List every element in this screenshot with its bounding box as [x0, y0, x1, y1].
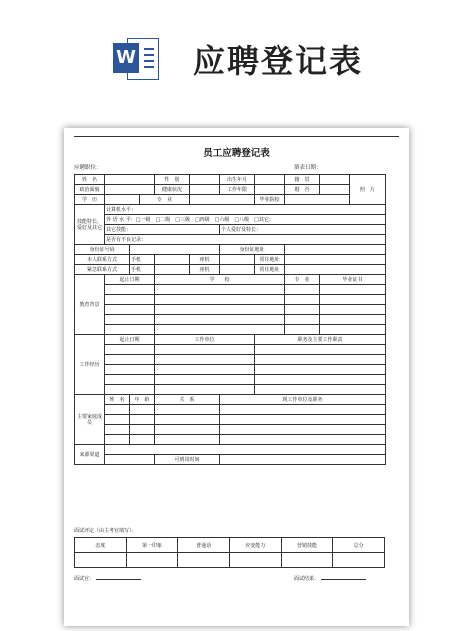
emergency-mobile-label: 手机 — [130, 265, 155, 275]
start-time-field[interactable] — [220, 455, 386, 465]
name-field[interactable] — [105, 175, 155, 185]
family-header-name: 姓 名 — [105, 395, 130, 405]
result-label: 面试结果： — [294, 576, 320, 582]
emergency-landline-field[interactable] — [220, 265, 255, 275]
major-label: 专 业 — [140, 195, 190, 205]
family-members-label: 主要家庭成员 — [75, 395, 105, 445]
result-line — [321, 575, 366, 580]
source-label: 来源渠道 — [75, 445, 105, 465]
work-header-employer: 工作单位 — [155, 335, 255, 345]
form-sheet — [64, 128, 409, 626]
education-label: 学 历 — [75, 195, 105, 205]
foreign-language-level[interactable]: 外 语 水 平：□一级 □二级 □三级 □四级 □六级 □八级 □其它： — [105, 215, 386, 225]
contact-self-label: 本人联系方式 — [75, 255, 130, 265]
id-address-label: 身份证地址 — [220, 245, 285, 255]
school-label: 毕业院校 — [255, 195, 285, 205]
word-icon — [113, 34, 159, 82]
health-field[interactable] — [190, 185, 220, 195]
work-header-duties: 职务及主要工作职责 — [255, 335, 386, 345]
landline-label: 座机 — [190, 255, 220, 265]
family-row[interactable] — [75, 425, 386, 435]
banner — [0, 0, 474, 118]
work-header-dates: 起止日期 — [105, 335, 155, 345]
marriage-label: 婚 否 — [285, 185, 320, 195]
work-experience-label: 工作经历 — [75, 335, 105, 395]
work-row[interactable] — [75, 345, 386, 355]
score-header-impression: 第一印象 — [126, 538, 178, 553]
education-row[interactable] — [75, 305, 386, 315]
family-header-age: 年 龄 — [130, 395, 155, 405]
family-row[interactable] — [75, 435, 386, 445]
computer-level[interactable]: 计算机水平： — [105, 205, 386, 215]
birth-field[interactable] — [255, 175, 285, 185]
emergency-mobile-field[interactable] — [155, 265, 190, 275]
id-address-field[interactable] — [285, 245, 386, 255]
bad-record[interactable]: 是否有不良记录： — [105, 235, 386, 245]
top-rule — [74, 136, 399, 137]
work-row[interactable] — [75, 385, 386, 395]
work-row[interactable] — [75, 365, 386, 375]
family-row[interactable] — [75, 415, 386, 425]
interviewer-line — [96, 575, 141, 580]
emergency-residence-field[interactable] — [285, 265, 386, 275]
health-label: 健康状况 — [155, 185, 190, 195]
source-field-2[interactable] — [105, 455, 155, 465]
birth-label: 出生年月 — [220, 175, 255, 185]
work-row[interactable] — [75, 355, 386, 365]
landline-field[interactable] — [220, 255, 255, 265]
interviewer-label: 面试官： — [74, 576, 95, 582]
edu-header-school: 学 校 — [155, 275, 285, 285]
residence-field[interactable] — [285, 255, 386, 265]
school-field[interactable] — [285, 195, 350, 205]
emergency-residence-label: 常住地址 — [255, 265, 285, 275]
family-row[interactable] — [75, 405, 386, 415]
interviewer-signature[interactable] — [74, 575, 141, 582]
education-field[interactable] — [105, 195, 140, 205]
edu-header-dates: 起止日期 — [105, 275, 155, 285]
score-header-sales: 营销技能 — [281, 538, 333, 553]
education-row[interactable] — [75, 285, 386, 295]
hobby[interactable]: 个人爱好及特长： — [220, 225, 386, 235]
score-header-total: 总分 — [333, 538, 385, 553]
form-title: 员工应聘登记表 — [203, 148, 270, 159]
origin-field[interactable] — [320, 175, 350, 185]
work-years-label: 工作年限 — [220, 185, 255, 195]
work-years-field[interactable] — [255, 185, 285, 195]
date-label: 填表日期： — [294, 165, 322, 171]
score-header-attitude: 态度 — [75, 538, 127, 553]
political-label: 政治面貌 — [75, 185, 105, 195]
marriage-field[interactable] — [320, 185, 350, 195]
education-row[interactable] — [75, 295, 386, 305]
score-row[interactable] — [75, 553, 385, 568]
source-field[interactable] — [105, 445, 386, 455]
banner-title: 应聘登记表 — [193, 42, 364, 80]
position-label: 应聘职位： — [74, 165, 102, 171]
photo-box[interactable]: 照 片 — [350, 175, 386, 205]
mobile-label: 手机 — [130, 255, 155, 265]
id-number-label: 身份证号码 — [75, 245, 130, 255]
gender-label: 性 别 — [155, 175, 190, 185]
political-field[interactable] — [105, 185, 155, 195]
word-icon-badge: W — [113, 43, 139, 73]
major-field[interactable] — [190, 195, 255, 205]
name-label: 姓 名 — [75, 175, 105, 185]
edu-header-major: 专 业 — [285, 275, 320, 285]
education-row[interactable] — [75, 325, 386, 335]
gender-field[interactable] — [190, 175, 220, 185]
mobile-field[interactable] — [155, 255, 190, 265]
origin-label: 籍 贯 — [285, 175, 320, 185]
family-header-relation: 关 系 — [155, 395, 220, 405]
work-row[interactable] — [75, 375, 386, 385]
start-time-label: 可到岗时间 — [155, 455, 220, 465]
other-skills[interactable]: 其它技能： — [105, 225, 220, 235]
result-signature[interactable] — [294, 575, 366, 582]
edu-header-certificate: 毕业证书 — [320, 275, 386, 285]
evaluation-label: 面试评定（由主考官填写）： — [74, 528, 137, 534]
family-header-employer: 现工作单位及职务 — [220, 395, 386, 405]
skills-label: 技能特长、爱好及其它 — [75, 205, 105, 245]
score-table — [74, 537, 385, 568]
score-header-mandarin: 普通话 — [178, 538, 230, 553]
emergency-landline-label: 座机 — [190, 265, 220, 275]
id-number-field[interactable] — [130, 245, 220, 255]
residence-label: 常住地址 — [255, 255, 285, 265]
contact-emergency-label: 紧急联系方式 — [75, 265, 130, 275]
score-header-adaptability: 应变能力 — [229, 538, 281, 553]
education-row[interactable] — [75, 315, 386, 325]
application-table — [74, 174, 386, 465]
education-background-label: 教育背景 — [75, 275, 105, 335]
